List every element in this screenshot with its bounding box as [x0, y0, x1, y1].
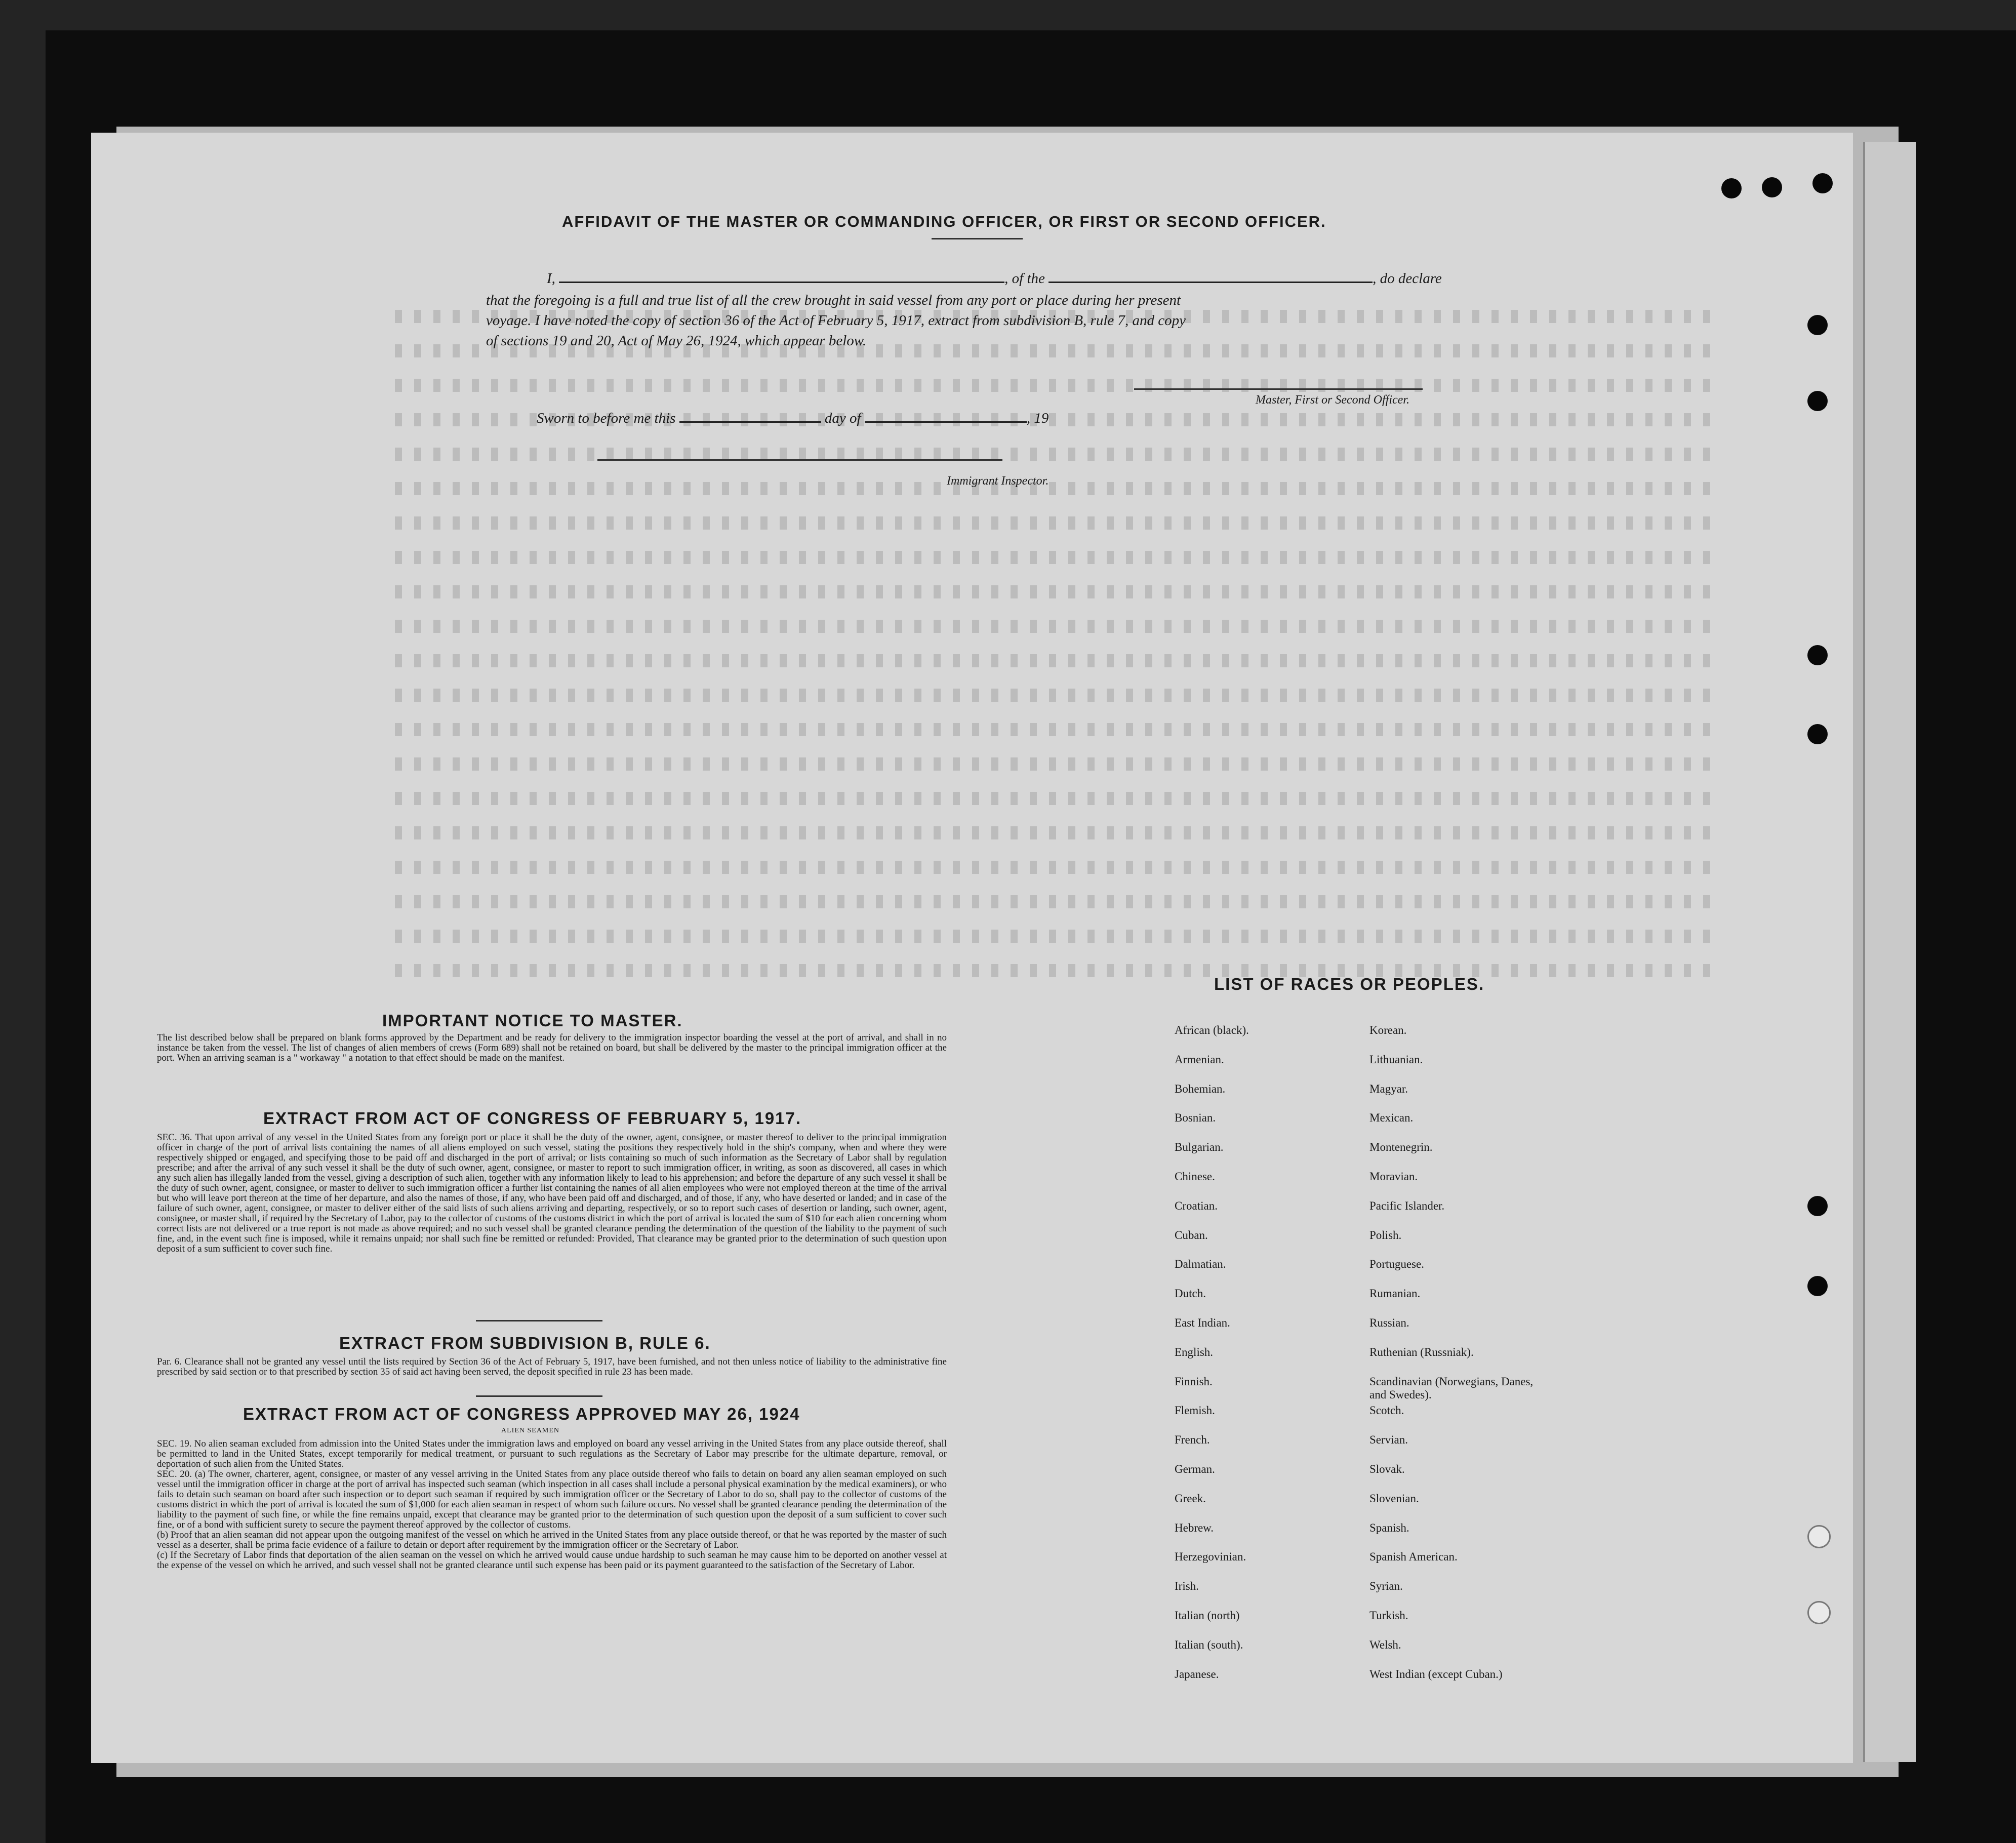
race-item: Irish. — [1175, 1580, 1199, 1593]
race-item: Spanish American. — [1369, 1550, 1458, 1564]
binder-hole — [1762, 177, 1782, 197]
section-20a-text: SEC. 20. (a) The owner, charterer, agent, consignee, or master of any vessel arriving in the United States from any place outside thereof who fails to detain on board any alien seaman employed on such vessel until the immigration officer in charge at the port of arrival has inspected such seaman (which inspection in all cases shall include a personal physical examination by the medical examiners), or who fails to detain such seaman on board after such inspection or to deport such seaman if required by such immigration officer or the Secretary of Labor to do so, shall pay to the collector of customs of the customs district in which the port of arrival is located the sum of $1,000 for each alien seaman in respect of whom such failure occurs. No vessel shall be granted clearance pending the determination of the liability to the payment of such fine, or while the fine remains unpaid, except that clearance may be granted prior to the determination of such question upon the deposit of a sum sufficient to cover such fine, or of a bond with sufficient surety to secure the payment thereof approved by the collector of customs. — [157, 1469, 947, 1530]
race-item: Ruthenian (Russniak). — [1369, 1345, 1474, 1358]
race-item: English. — [1175, 1345, 1214, 1358]
race-item: Italian (north) — [1175, 1609, 1240, 1622]
race-item: Lithuanian. — [1369, 1053, 1423, 1066]
race-item: Dutch. — [1175, 1287, 1206, 1300]
affidavit-statement-line: that the foregoing is a full and true list of all the crew brought in said vessel from any port or place during her present — [486, 292, 1181, 308]
section-20c-text: (c) If the Secretary of Labor finds that deportation of the alien seaman on the vessel on which he arrived would cause undue hardship to such seaman he may cause him to be deported on another vessel at the expense of the vessel on which he arrived, and such vessel shall not be granted clearance until such expense has been paid or its payment guaranteed to the satisfaction of the Secretary of Labor. — [157, 1550, 947, 1571]
affidavit-of-the-label: , of the — [1004, 270, 1045, 287]
race-item: Chinese. — [1175, 1170, 1215, 1183]
race-item: Greek. — [1175, 1492, 1206, 1505]
race-item: Armenian. — [1175, 1053, 1224, 1066]
extract-1917-title: EXTRACT FROM ACT OF CONGRESS OF FEBRUARY 5, 1917. — [263, 1109, 802, 1128]
race-item: Dalmatian. — [1175, 1258, 1226, 1271]
race-item: Bohemian. — [1175, 1082, 1226, 1095]
binder-hole — [1807, 1196, 1828, 1216]
sworn-label: Sworn to before me this — [537, 410, 676, 426]
race-item: Bosnian. — [1175, 1111, 1216, 1125]
race-item: East Indian. — [1175, 1316, 1230, 1329]
race-item: Polish. — [1369, 1228, 1402, 1241]
binder-hole — [1807, 1601, 1831, 1624]
extract-1917-text: SEC. 36. That upon arrival of any vessel in the United States from any foreign port or place it shall be the duty of the owner, agent, consignee, or master thereof to deliver to the principal immigration officer in charge of the port of arrival lists containing the names of all aliens employed on such vessel, stating the positions they respectively hold in the ship's company, when and where they were respectively shipped or engaged, and specifying those to be paid off and discharged in the port of arrival; or lists containing so much of such information as the Secretary of Labor shall by regulation prescribe; and after the arrival of any such vessel it shall be the duty of such owner, agent, consignee, or master to report to such immigration officer, in writing, as soon as discovered, all cases in which any such alien has illegally landed from the vessel, giving a description of such alien, together with any information likely to lead to his apprehension; and before the departure of any such vessel it shall be the duty of such owner, agent, consignee, or master to deliver to such immigration officer a further list containing the names of all alien employees who were not employed thereon at the time of the arrival but who will leave port thereon at the time of her departure, and also the names of those, if any, who have been paid off and discharged, and of those, if any, who have deserted or landed; and in case of the failure of such owner, agent, consignee, or master to deliver either of the said lists of such aliens arriving and departing, respectively, or so to report such cases of desertion or landing, such owner, agent, consignee, or master shall, if required by the Secretary of Labor, pay to the collector of customs of the customs district in which the port of arrival is located the sum of $10 for each alien concerning whom correct lists are not delivered or a true report is not made as above required; and no such vessel shall be granted clearance pending the determination of the question of the liability to the payment of such fine, and, in the event such fine is imposed, while it remains unpaid; nor shall such fine be remitted or refunded: Provided, That clearance may be granted prior to the determination of such question upon deposit of a sum sufficient to cover such fine. — [157, 1132, 947, 1254]
affidavit-declaration-line — [547, 270, 1442, 287]
document-page — [91, 133, 1853, 1763]
subdivision-text: Par. 6. Clearance shall not be granted any vessel until the lists required by Section 36 of the Act of February 5, 1917, have been furnished, and not then unless notice of liability to the administrative fine prescribed by said section or to that prescribed by section 35 of said act having been served, the deposit specified in rule 23 has been made. — [157, 1356, 947, 1377]
day-of-label: day of — [824, 410, 861, 426]
extract-1924-subtitle: ALIEN SEAMEN — [501, 1427, 560, 1434]
race-item: Moravian. — [1369, 1170, 1418, 1183]
section-20b-text: (b) Proof that an alien seaman did not appear upon the outgoing manifest of the vessel on which he arrived in the United States from any place outside thereof, or that he was reported by the master of such vessel as a deserter, shall be prima facie evidence of a failure to detain or deport after requirement by the immigration officer or the Secretary of Labor. — [157, 1530, 947, 1550]
races-right-column — [1369, 1024, 1542, 1697]
scan-border-left — [0, 0, 46, 1843]
extract-1924-title: EXTRACT FROM ACT OF CONGRESS APPROVED MAY 26, 1924 — [243, 1405, 800, 1423]
race-item: Rumanian. — [1369, 1287, 1421, 1300]
race-item: Slovak. — [1369, 1462, 1405, 1475]
race-item: Mexican. — [1369, 1111, 1414, 1125]
section-19-text: SEC. 19. No alien seaman excluded from admission into the United States under the immigration laws and employed on board any vessel arriving in the United States from any place outside thereof, shall be permitted to land in the United States, except temporarily for medical treatment, or pursuant to such regulations as the Secretary of Labor may prescribe for the ultimate departure, removal, or deportation of such alien from the United States. — [157, 1438, 947, 1469]
race-item: German. — [1175, 1462, 1215, 1475]
race-item: African (black). — [1175, 1024, 1249, 1036]
year-label: , 19 — [1026, 410, 1049, 426]
sworn-month-field[interactable] — [865, 421, 1027, 423]
race-item: Portuguese. — [1369, 1258, 1424, 1271]
inspector-signature-line[interactable] — [597, 459, 1002, 461]
race-item: Welsh. — [1369, 1638, 1401, 1651]
binder-hole — [1812, 173, 1833, 193]
master-signature-line[interactable] — [1134, 388, 1423, 390]
race-item: West Indian (except Cuban.) — [1369, 1667, 1503, 1680]
race-item: Finnish. — [1175, 1375, 1213, 1388]
race-item: Bulgarian. — [1175, 1141, 1224, 1154]
binder-hole — [1807, 1276, 1828, 1296]
affidavit-declare-label: , do declare — [1373, 270, 1442, 287]
race-item: Servian. — [1369, 1433, 1408, 1447]
inspector-signature-label: Immigrant Inspector. — [947, 474, 1049, 488]
affiant-name-field[interactable] — [559, 282, 1004, 283]
race-item: Turkish. — [1369, 1609, 1408, 1622]
affidavit-i-label: I, — [547, 270, 555, 287]
race-item: Italian (south). — [1175, 1638, 1243, 1651]
race-item: French. — [1175, 1433, 1210, 1447]
race-item: Herzegovinian. — [1175, 1550, 1246, 1564]
master-signature-label: Master, First or Second Officer. — [1256, 393, 1409, 407]
races-title: LIST OF RACES OR PEOPLES. — [1214, 975, 1485, 993]
race-item: Cuban. — [1175, 1228, 1208, 1241]
scan-border-top — [0, 0, 2016, 30]
binder-hole — [1807, 1525, 1831, 1548]
binder-hole — [1721, 178, 1742, 198]
divider — [476, 1395, 602, 1397]
race-item: Spanish. — [1369, 1521, 1409, 1534]
race-item: Hebrew. — [1175, 1521, 1214, 1534]
vessel-name-field[interactable] — [1049, 282, 1373, 283]
divider — [932, 238, 1023, 239]
race-item: Montenegrin. — [1369, 1141, 1433, 1154]
notice-title: IMPORTANT NOTICE TO MASTER. — [382, 1011, 683, 1030]
race-item: Russian. — [1369, 1316, 1409, 1329]
divider — [476, 1320, 602, 1321]
races-left-column — [1175, 1024, 1249, 1697]
sworn-line — [537, 410, 1049, 427]
race-item: Slovenian. — [1369, 1492, 1419, 1505]
race-item: Japanese. — [1175, 1667, 1219, 1680]
race-item: Scandinavian (Norwegians, Danes, and Swedes). — [1369, 1375, 1534, 1401]
binder-hole — [1807, 315, 1828, 335]
notice-text: The list described below shall be prepared on blank forms approved by the Department and be ready for delivery to the immigration inspector boarding the vessel at the port of arrival, and shall in no instance be taken from the vessel. The list of changes of alien members of crews (Form 689) shall not be retained on board, but shall be delivered by the master to the principal immigration officer at the port. When an arriving seaman is a " workaway " a notation to that effect should be made on the manifest. — [157, 1032, 947, 1063]
subdivision-title: EXTRACT FROM SUBDIVISION B, RULE 6. — [339, 1334, 711, 1352]
underlying-page-edge — [1863, 142, 1916, 1762]
affidavit-statement-line: voyage. I have noted the copy of section 36 of the Act of February 5, 1917, extract from subdivision B, rule 7, and copy — [486, 312, 1186, 329]
race-item: Croatian. — [1175, 1199, 1218, 1212]
race-item: Flemish. — [1175, 1404, 1215, 1417]
sworn-day-field[interactable] — [679, 421, 821, 423]
affidavit-title: AFFIDAVIT OF THE MASTER OR COMMANDING OFFICER, OR FIRST OR SECOND OFFICER. — [562, 213, 1326, 230]
binder-hole — [1807, 724, 1828, 744]
race-item: Pacific Islander. — [1369, 1199, 1445, 1212]
binder-hole — [1807, 391, 1828, 411]
affidavit-statement-line: of sections 19 and 20, Act of May 26, 1924, which appear below. — [486, 333, 867, 349]
race-item: Scotch. — [1369, 1404, 1404, 1417]
race-item: Korean. — [1369, 1024, 1407, 1036]
race-item: Syrian. — [1369, 1580, 1403, 1593]
race-item: Magyar. — [1369, 1082, 1408, 1095]
binder-hole — [1807, 645, 1828, 665]
extract-1924-text — [157, 1439, 947, 1571]
